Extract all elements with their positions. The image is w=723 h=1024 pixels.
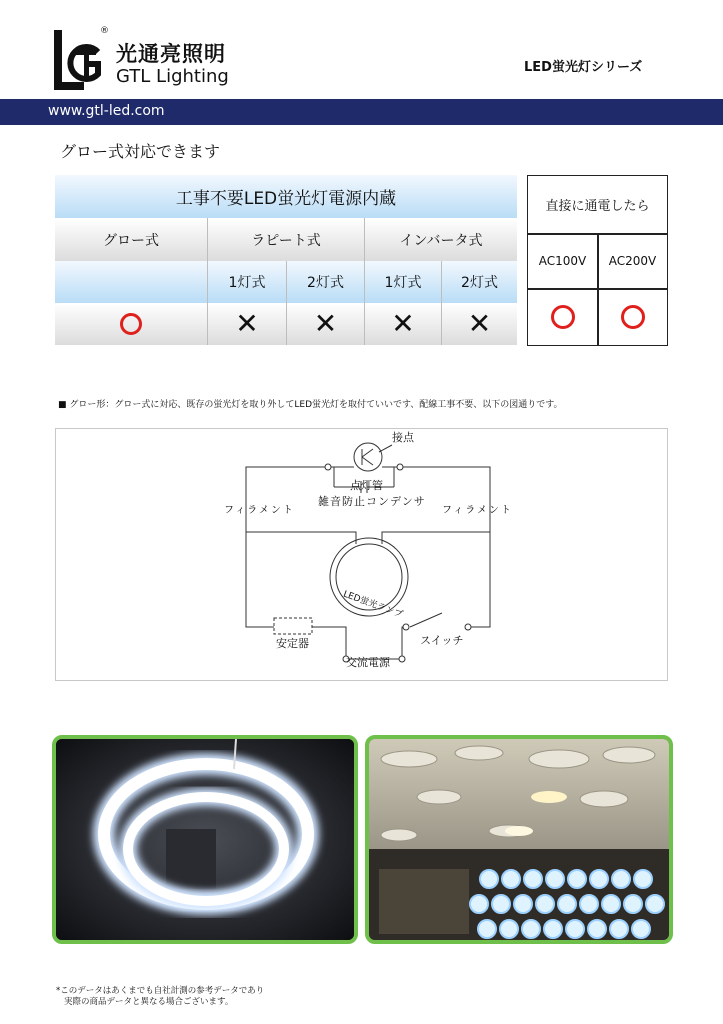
photo-showroom (365, 735, 673, 944)
mark-cell-100v (528, 289, 597, 345)
mark-cell-rapid-2 (286, 303, 364, 345)
label-contact: 接点 (392, 431, 414, 444)
label-led-lamp: LED蛍光ランプ (341, 589, 404, 621)
subheader-inverter-1: 1灯式 (364, 261, 441, 303)
mark-cell-rapid-1 (207, 303, 286, 345)
glow-type-note: ■ グロー形：グロー式に対応、既存の蛍光灯を取り外してLED蛍光灯を取付ていいです、配線工事不要、以下の図通りです。 (58, 400, 563, 410)
website-url: www.gtl-led.com (48, 103, 165, 119)
subheader-inverter-2: 2灯式 (441, 261, 517, 303)
subheader-rapid-2: 2灯式 (286, 261, 364, 303)
group-glow: グロー式 (55, 218, 207, 261)
circle-mark-icon (551, 305, 575, 329)
label-glow-tube: 点灯管 (350, 479, 383, 492)
cross-mark-icon: ✕ (391, 307, 415, 340)
label-ballast: 安定器 (276, 637, 309, 650)
showroom-illustration (369, 739, 669, 940)
section-heading: グロー式対応できます (60, 142, 221, 161)
footer-disclaimer (56, 986, 264, 1008)
circle-mark-icon (621, 305, 645, 329)
cross-mark-icon: ✕ (467, 307, 492, 340)
subheader-rapid-1: 1灯式 (207, 261, 286, 303)
wiring-diagram (55, 428, 668, 681)
label-switch: スイッチ (420, 634, 464, 647)
label-ac-power: 交流電源 (346, 656, 390, 669)
series-title: LED蛍光灯シリーズ (524, 60, 643, 75)
label-filament-left: フィラメント (224, 505, 295, 516)
cross-mark-icon: ✕ (235, 307, 259, 340)
table-title: 工事不要LED蛍光灯電源内蔵 (55, 175, 517, 218)
gtl-logo-icon (54, 30, 106, 90)
ring-lamp-illustration (56, 739, 354, 940)
mark-cell-inverter-2 (441, 303, 517, 345)
footer-line-1: *このデータはあくまでも自社計測の参考データであり (56, 986, 265, 996)
brand-name-jp: 光通亮照明 (116, 42, 226, 66)
mark-cell-glow (55, 303, 207, 345)
wiring-diagram-svg (56, 429, 667, 680)
mark-cell-inverter-1 (364, 303, 441, 345)
brand-name-en: GTL Lighting (116, 66, 229, 87)
voltage-200: AC200V (608, 254, 657, 268)
circle-mark-icon (120, 313, 142, 335)
label-noise-capacitor: 雑音防止コンデンサ (318, 495, 426, 508)
label-filament-right: フィラメント (442, 505, 513, 516)
subheader-empty (55, 261, 207, 303)
direct-power-table (527, 175, 668, 346)
registered-mark: ® (100, 26, 109, 36)
photo-ring-lamp (52, 735, 358, 944)
footer-line-2: 実際の商品データと異なる場合ございます。 (64, 997, 234, 1007)
cross-mark-icon: ✕ (313, 307, 338, 340)
direct-power-title: 直接に通電したら (545, 199, 650, 214)
group-rapid: ラピート式 (207, 218, 364, 261)
voltage-100: AC100V (538, 254, 587, 268)
group-inverter: インバータ式 (364, 218, 517, 261)
mark-cell-200v (598, 289, 667, 345)
